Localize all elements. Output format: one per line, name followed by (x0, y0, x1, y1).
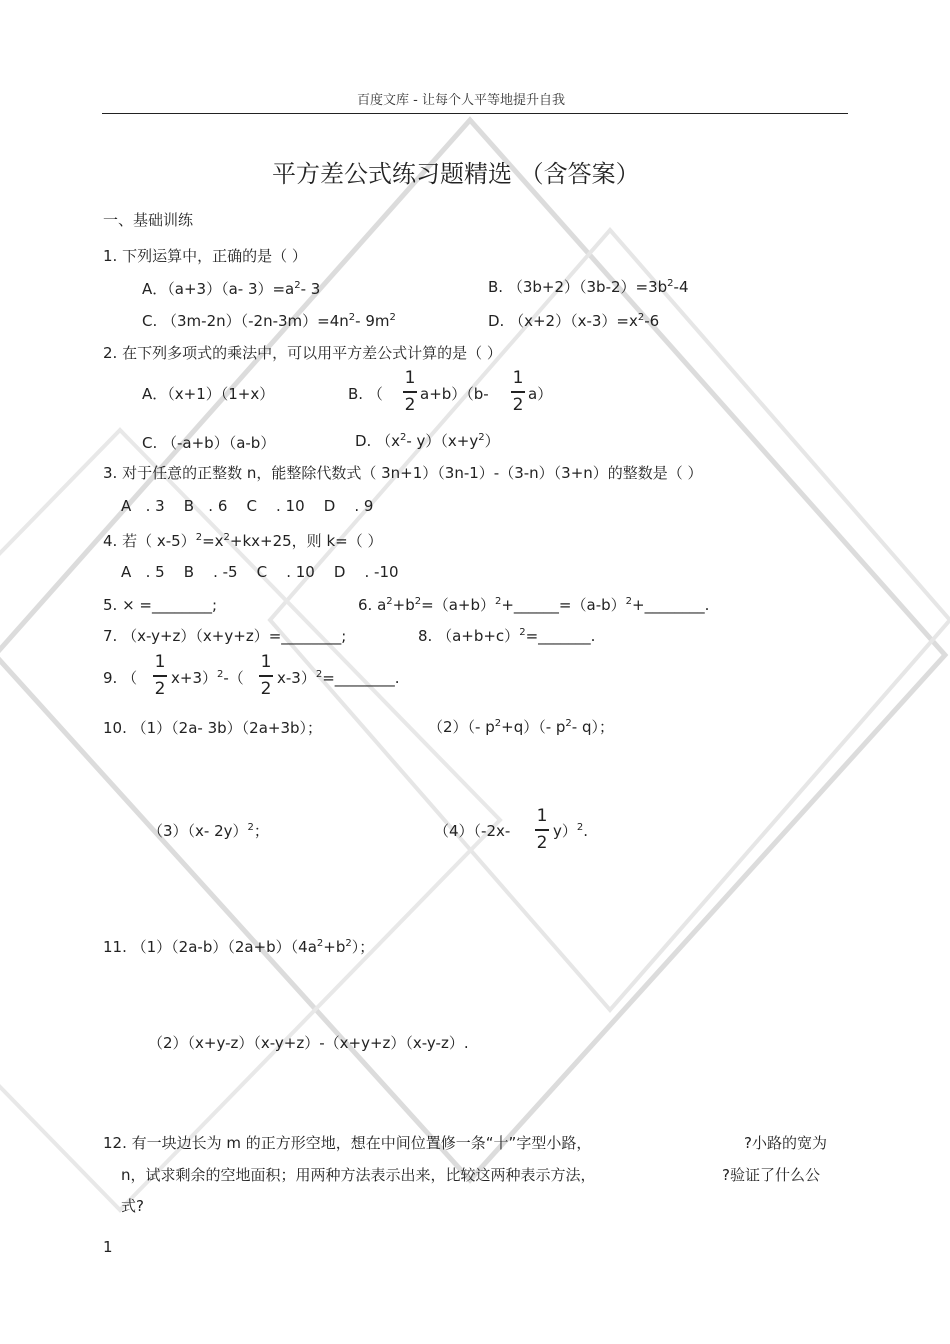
question-1-option-b: B. $(3b+2)(3b-2)=3b^2-4$ (488, 278, 689, 296)
question-9-pre: 9. （ (103, 669, 138, 687)
page-header: 百度文库 - 让每个人平等地提升自我 (357, 93, 565, 108)
question-6: 6. $a^2+b^2=(a+b)^2+\_\_\_\_\_\_=(a-b)^2+\_\_\_\_\_\_\_\_$. (358, 596, 710, 614)
question-12-line-2-end: ?验证了什么公 (722, 1166, 820, 1184)
question-10-part-2: （2）（- $p^2+q)(-$ $p^2-$ q）； (428, 718, 614, 736)
question-12-line-1-end: ?小路的宽为 (744, 1134, 827, 1152)
question-12-line-2: n，试求剩余的空地面积；用两种方法表示出来，比较这两种表示方法， (121, 1166, 596, 1184)
question-3-stem: 3. 对于任意的正整数 n，能整除代数式（ 3n+1）（3n-1）-（3-n）（3+n）的整数是（ ） (103, 464, 703, 482)
question-10-part-4-tail: y）$^2$. (553, 822, 589, 840)
page-number: 1 (103, 1238, 113, 1256)
question-9-mid: x+3）$^2$-（ (171, 669, 244, 687)
question-7: 7. （x-y+z）（x+y+z）=________; (103, 627, 347, 645)
question-2-option-d: D. （$x^2-$ $y)(x+y^2)$ (355, 432, 500, 450)
question-2-option-a: A．（x+1）（1+x） (142, 385, 275, 403)
fraction-half: 1 2 (154, 652, 166, 699)
question-12-line-3: 式? (121, 1197, 144, 1215)
question-3-options: A . 3 B . 6 C . 10 D . 9 (121, 497, 374, 515)
question-8: 8. $(a+b+c)^2=\_\_\_\_\_\_\_$. (418, 627, 596, 645)
question-2-option-c: C. （-a+b）（a-b） (142, 434, 276, 452)
question-11-part-2: （2）（x+y-z）（x-y+z）-（x+y+z）（x-y-z）. (148, 1034, 469, 1052)
question-5: 5. × =________; (103, 596, 218, 614)
fraction-half: 1 2 (404, 368, 416, 415)
question-1-option-a: A．（a+3）（a- $3)=a^2-$ 3 (142, 280, 321, 298)
page-title: 平方差公式练习题精选 （含答案） (272, 160, 640, 188)
question-2-option-b-post: a） (528, 385, 553, 403)
question-12-line-1: 12. 有一块边长为 m 的正方形空地，想在中间位置修一条“十”字型小路， (103, 1134, 592, 1152)
question-10-part-3: （3）（x- 2y）$^2$； (148, 822, 269, 840)
question-1-stem: 1. 下列运算中，正确的是（ ） (103, 247, 307, 265)
fraction-half: 1 2 (536, 806, 548, 853)
question-2-option-b-pre: B. （ (348, 385, 383, 403)
question-11-part-1: 11. $(1)(2a-b)(2a+b)(4a^2+b^2)$； (103, 938, 375, 956)
header-rule (102, 113, 848, 114)
fraction-half: 1 2 (260, 652, 272, 699)
question-1-option-d: D. $(x+2)(x-3)=x^2-6$ (488, 312, 660, 330)
fraction-half: 1 2 (512, 368, 524, 415)
question-2-stem: 2. 在下列多项式的乘法中，可以用平方差公式计算的是（ ） (103, 344, 502, 362)
question-4-stem: 4. 若（ $x-5)^2=x^2+kx+25$，则 k=（ ） (103, 532, 383, 550)
section-heading: 一、基础训练 (103, 211, 194, 229)
question-2-option-b-mid: a+b）（b- (420, 385, 489, 403)
question-10-part-1: 10. （1）（2a- 3b）（2a+3b）； (103, 719, 323, 737)
question-1-option-c: C. $(3m-2n)(-2n-3m)=4n^2-$ $9m^2$ (142, 312, 396, 330)
question-9-tail: x-3）$^2$=________. (277, 669, 400, 687)
question-10-part-4-pre: （4）（-2x- (434, 822, 511, 840)
question-4-options: A . 5 B . -5 C . 10 D . -10 (121, 563, 399, 581)
